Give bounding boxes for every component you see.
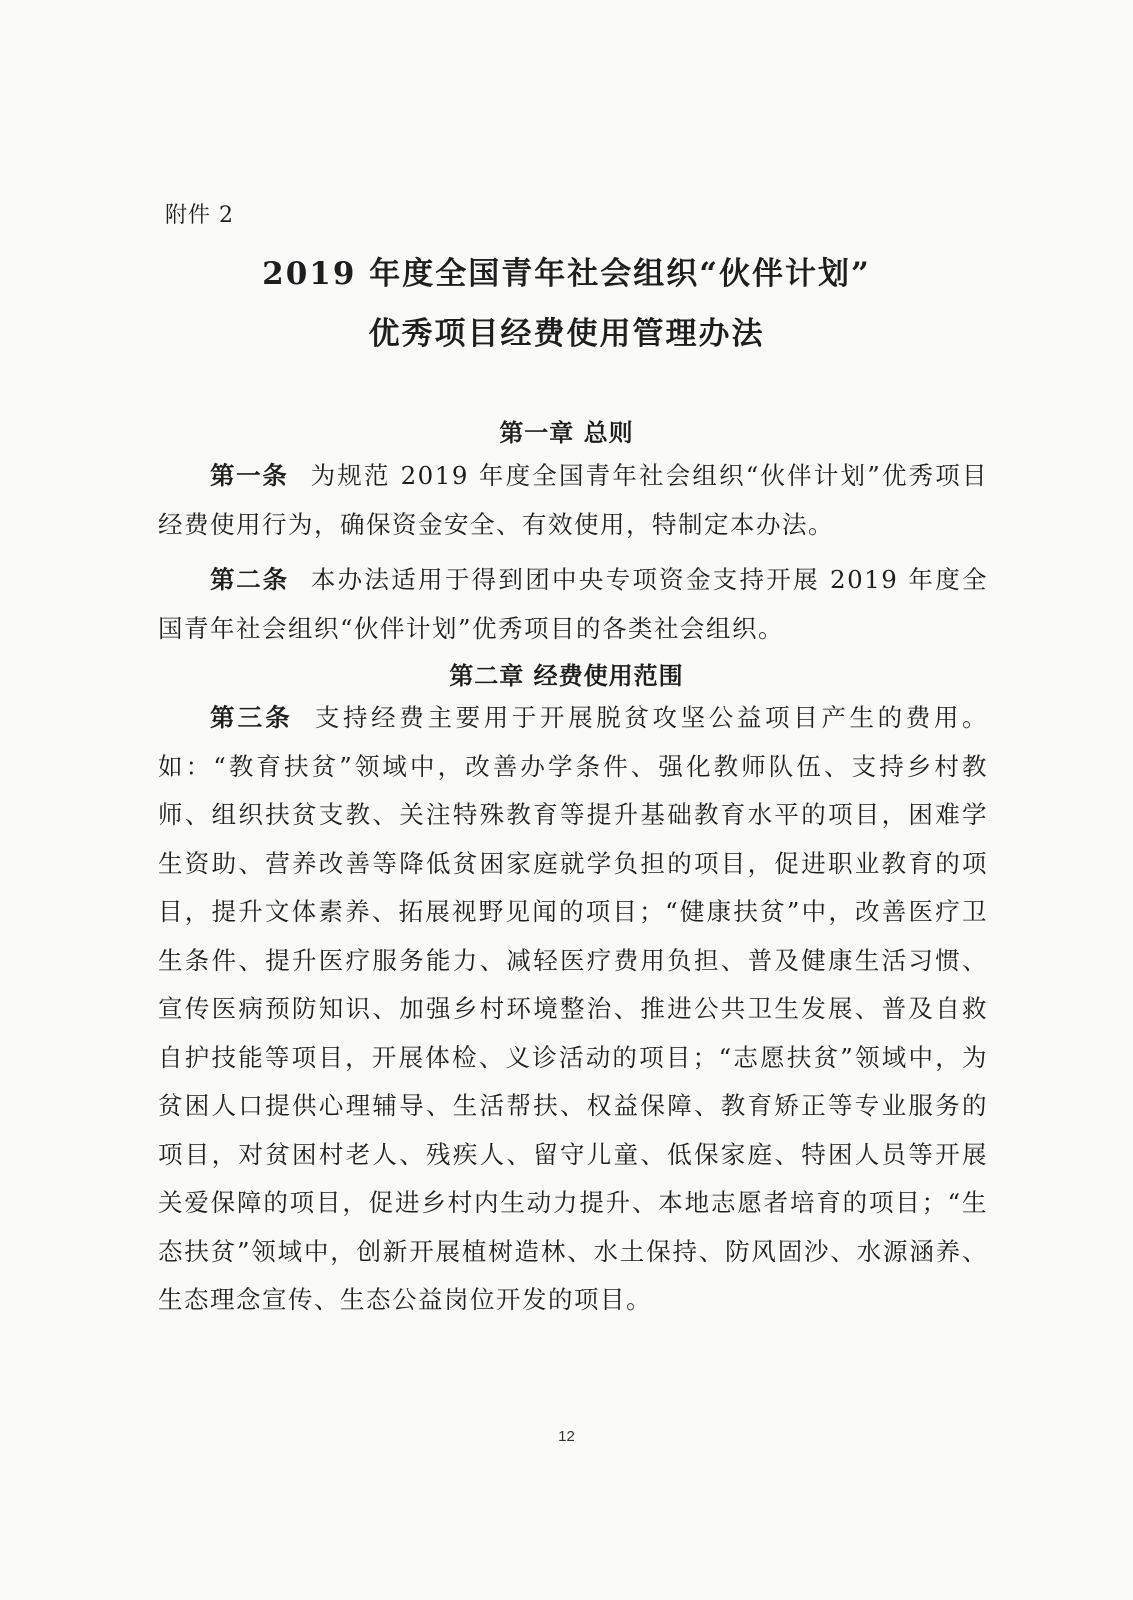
chapter-heading-1: 第一章 总则 (499, 419, 634, 447)
document-title-line-2: 优秀项目经费使用管理办法 (368, 316, 765, 352)
article-label: 第三条 (210, 703, 293, 732)
article-label: 第一条 (210, 461, 289, 490)
attachment-label: 附件 2 (165, 203, 234, 228)
document-title-line-1: 2019 年度全国青年社会组织“伙伴计划” (262, 256, 871, 292)
article-text: 为规范 2019 年度全国青年社会组织“伙伴计划”优秀项目经费使用行为，确保资金安全、有效使用，特制定本办法。 (158, 461, 988, 539)
article-2 (158, 556, 988, 653)
article-text: 支持经费主要用于开展脱贫攻坚公益项目产生的费用。如：“教育扶贫”领域中，改善办学条件、强化教师队伍、支持乡村教师、组织扶贫支教、关注特殊教育等提升基础教育水平的项目，困难学生资助、营养改善等降低贫困家庭就学负担的项目，促进职业教育的项目，提升文体素养、拓展视野见闻的项目；“健康扶贫”中，改善医疗卫生条件、提升医疗服务能力、减轻医疗费用负担、普及健康生活习惯、宣传医病预防知识、加强乡村环境整治、推进公共卫生发展、普及自救自护技能等项目，开展体检、义诊活动的项目；“志愿扶贫”领域中，为贫困人口提供心理辅导、生活帮扶、权益保障、教育矫正等专业服务的项目，对贫困村老人、残疾人、留守儿童、低保家庭、特困人员等开展关爱保障的项目，促进乡村内生动力提升、本地志愿者培育的项目；“生态扶贫”领域中，创新开展植树造林、水土保持、防风固沙、水源涵养、生态理念宣传、生态公益岗位开发的项目。 (158, 703, 988, 1314)
page-number: 12 (558, 1428, 575, 1445)
article-3 (158, 694, 988, 1325)
article-text: 本办法适用于得到团中央专项资金支持开展 2019 年度全国青年社会组织“伙伴计划”优秀项目的各类社会组织。 (158, 565, 988, 643)
chapter-heading-2: 第二章 经费使用范围 (449, 662, 684, 690)
article-label: 第二条 (210, 565, 289, 594)
article-1 (158, 452, 988, 549)
